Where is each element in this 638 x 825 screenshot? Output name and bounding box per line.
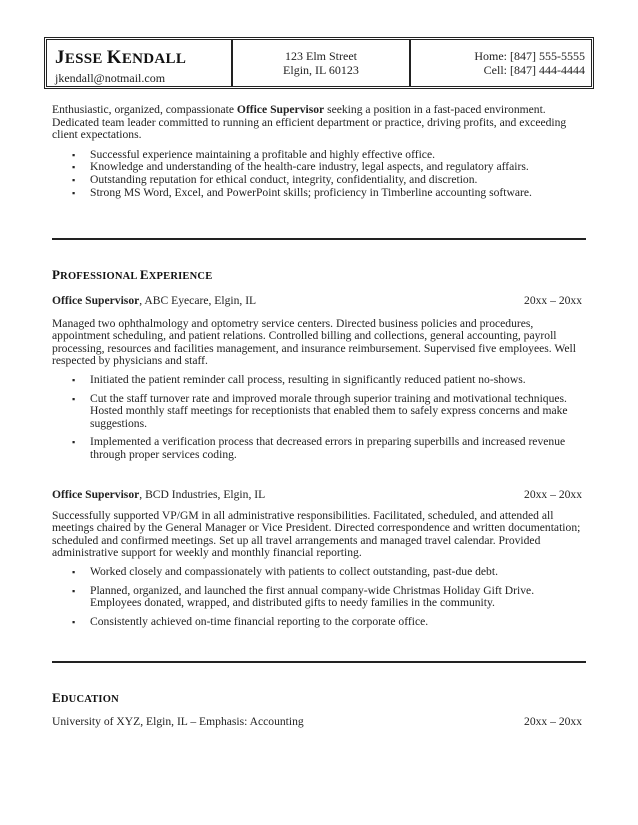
bullet-icon: ▪ bbox=[72, 174, 76, 185]
job-entry bbox=[52, 295, 582, 462]
summary-paragraph: Enthusiastic, organized, compassionate Office Supervisor seeking a position in a fast-paced environment. Dedicated team leader committed to running an efficient department or practice, driving profits, and exceeding client expectations. bbox=[52, 103, 567, 142]
bullet-icon: ▪ bbox=[72, 616, 76, 627]
section-divider bbox=[52, 238, 586, 240]
list-item: ▪ Worked closely and compassionately with patients to collect outstanding, past-due debt. bbox=[72, 564, 498, 578]
job-bullets bbox=[52, 566, 582, 628]
list-item: ▪ Outstanding reputation for ethical conduct, integrity, confidentiality, and discretion. bbox=[72, 172, 478, 186]
experience-heading: PROFESSIONAL EXPERIENCE bbox=[52, 267, 213, 282]
list-item: ▪ Implemented a verification process that decreased errors in preparing superbills and increased revenue through proper services coding. bbox=[72, 435, 566, 461]
street-address: 123 Elm Street bbox=[285, 49, 357, 63]
bullet-icon: ▪ bbox=[72, 566, 76, 577]
bullet-icon: ▪ bbox=[72, 162, 76, 173]
name-cell bbox=[47, 40, 233, 86]
education-entry bbox=[52, 716, 582, 729]
education-heading: EDUCATION bbox=[52, 690, 119, 705]
summary-bullets bbox=[52, 149, 582, 199]
education-school: University of XYZ, Elgin, IL – Emphasis: Accounting bbox=[52, 715, 304, 728]
job-description: Successfully supported VP/GM in all administrative responsibilities. Facilitated, scheduled, and attended all meetings chaired by the General Manager or Vice President. Directed correspondence and written documentation; scheduled and confirmed meetings. Set up all travel arrangements and managed travel calendar. Provided administrative support for weekly and monthly financial reporting. bbox=[52, 508, 581, 560]
job-bullets bbox=[52, 374, 582, 462]
address-cell bbox=[233, 40, 411, 86]
list-item: ▪ Successful experience maintaining a profitable and highly effective office. bbox=[72, 147, 435, 161]
email-address: jkendall@notmail.com bbox=[55, 71, 166, 85]
list-item: ▪ Planned, organized, and launched the first annual company-wide Christmas Holiday Gift Drive. Employees donated, wrapped, and distributed gifts to needy families in the community. bbox=[72, 583, 535, 610]
job-entry bbox=[52, 489, 582, 628]
list-item: ▪ Knowledge and understanding of the health-care industry, legal aspects, and regulatory affairs. bbox=[72, 160, 529, 174]
cell-phone: Cell: [847] 444-4444 bbox=[483, 63, 585, 77]
list-item: ▪ Cut the staff turnover rate and improved morale through superior training and motivational techniques. Hosted monthly staff meetings for receptionists that enabled them to safely express concerns and make suggestions. bbox=[72, 391, 568, 430]
education-dates: 20xx – 20xx bbox=[524, 715, 582, 728]
bullet-icon: ▪ bbox=[72, 585, 76, 596]
job-header bbox=[52, 489, 582, 502]
bullet-icon: ▪ bbox=[72, 374, 76, 385]
candidate-name: JESSE KENDALL bbox=[55, 47, 187, 68]
list-item: ▪ Strong MS Word, Excel, and PowerPoint skills; proficiency in Timberline accounting software. bbox=[72, 185, 532, 199]
bullet-icon: ▪ bbox=[72, 437, 76, 448]
section-divider bbox=[52, 661, 586, 663]
education-line bbox=[52, 716, 582, 729]
city-state-zip: Elgin, IL 60123 bbox=[283, 63, 359, 77]
bullet-icon: ▪ bbox=[72, 393, 76, 404]
list-item: ▪ Initiated the patient reminder call process, resulting in significantly reduced patient no-shows. bbox=[72, 372, 526, 386]
summary-section bbox=[52, 104, 582, 199]
job-title: Office Supervisor, ABC Eyecare, Elgin, IL bbox=[52, 294, 257, 307]
home-phone: Home: [847] 555-5555 bbox=[474, 49, 585, 63]
bullet-icon: ▪ bbox=[72, 149, 76, 160]
job-title: Office Supervisor, BCD Industries, Elgin, IL bbox=[52, 488, 266, 501]
job-description: Managed two ophthalmology and optometry service centers. Directed business policies and procedures, appointment scheduling, and patient relations. Controlled billing and collections, general accounting, payroll processing, resources and facilities management, and insurance reimbursement. Supervised five employees. Well respected by physicians and staff. bbox=[52, 316, 576, 368]
job-header bbox=[52, 295, 582, 308]
job-dates: 20xx – 20xx bbox=[524, 294, 582, 307]
list-item: ▪ Consistently achieved on-time financial reporting to the corporate office. bbox=[72, 614, 429, 628]
bullet-icon: ▪ bbox=[72, 187, 76, 198]
contact-header bbox=[44, 37, 594, 89]
job-dates: 20xx – 20xx bbox=[524, 488, 582, 501]
phone-cell bbox=[411, 40, 591, 86]
